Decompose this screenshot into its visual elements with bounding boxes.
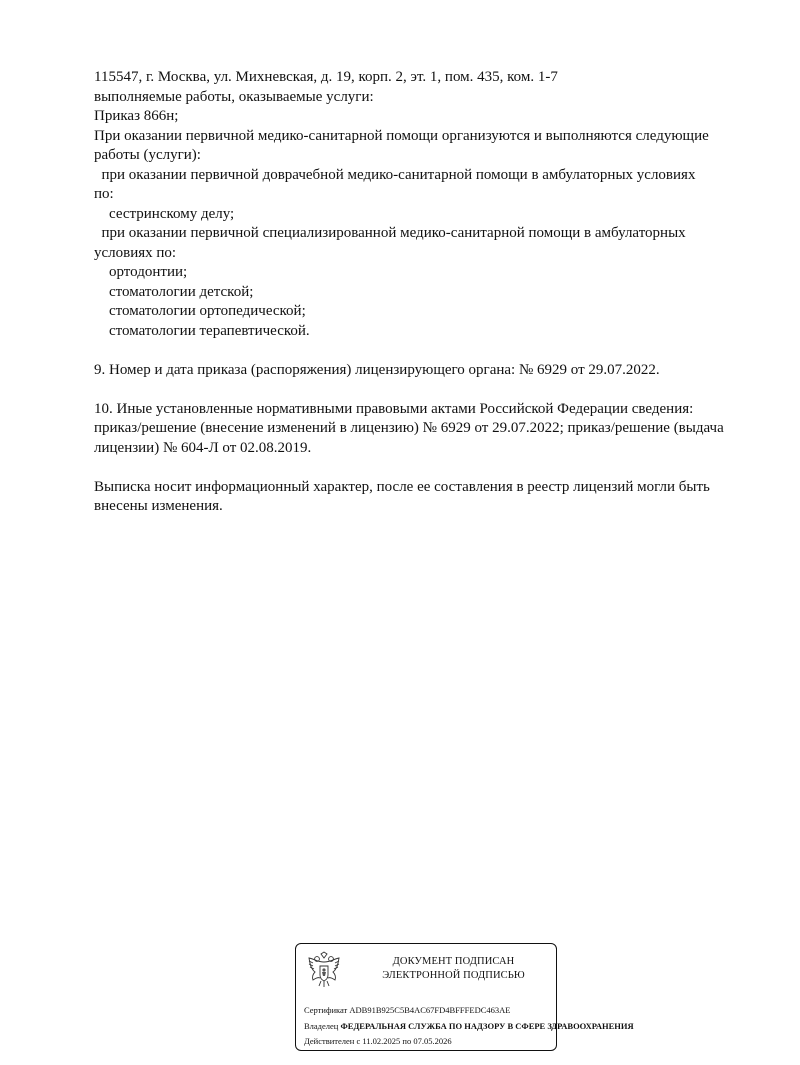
- owner-row: [304, 1019, 634, 1035]
- owner-label: Владелец: [304, 1020, 339, 1031]
- license-details: [94, 68, 774, 341]
- address-line: 115547, г. Москва, ул. Михневская, д. 19, корп. 2, эт. 1, пом. 435, ком. 1-7: [94, 69, 558, 85]
- owner-value: ФЕДЕРАЛЬНАЯ СЛУЖБА ПО НАДЗОРУ В СФЕРЕ ЗДРАВООХРАНЕНИЯ: [340, 1020, 634, 1031]
- prehospital-care-line-1: при оказании первичной доврачебной медико-санитарной помощи в амбулаторных условиях: [94, 166, 696, 183]
- item-10-line-1: 10. Иные установленные нормативными правовыми актами Российской Федерации сведения:: [94, 400, 694, 417]
- service-item-orthodontics: ортодонтии;: [94, 264, 188, 280]
- notice-line-1: Выписка носит информационный характер, после ее составления в реестр лицензий могли быть: [94, 478, 710, 495]
- document-body: [94, 68, 774, 517]
- coat-of-arms-icon: [304, 950, 344, 990]
- stamp-title: [356, 955, 551, 983]
- certificate-value: ADB91B925C5B4AC67FD4BFFFEDC463AE: [349, 1005, 511, 1015]
- service-item-therapeutic-dentistry: стоматологии терапевтической.: [94, 322, 310, 339]
- electronic-signature-stamp: [295, 943, 634, 1051]
- stamp-details: [304, 1003, 634, 1050]
- notice-line-2: внесены изменения.: [94, 498, 223, 514]
- item-9: [94, 361, 774, 381]
- item-10: [94, 400, 774, 459]
- validity-row: Действителен с 11.02.2025 по 07.05.2026: [304, 1036, 452, 1046]
- services-heading: выполняемые работы, оказываемые услуги:: [94, 88, 374, 105]
- service-item-pediatric-dentistry: стоматологии детской;: [94, 283, 254, 300]
- services-intro-line-2: работы (услуги):: [94, 147, 201, 163]
- item-9-text: 9. Номер и дата приказа (распоряжения) лицензирующего органа: № 6929 от 29.07.2022.: [94, 361, 660, 378]
- specialized-care-line-2: условиях по:: [94, 244, 177, 261]
- certificate-row: [304, 1003, 604, 1019]
- specialized-care-line-1: при оказании первичной специализированной медико-санитарной помощи в амбулаторных: [94, 225, 686, 241]
- service-item-nursing: сестринскому делу;: [94, 205, 235, 222]
- item-10-line-2: приказ/решение (внесение изменений в лицензию) № 6929 от 29.07.2022; приказ/решение (выдача: [94, 420, 724, 436]
- order-line: Приказ 866н;: [94, 108, 179, 124]
- certificate-label: Сертификат: [304, 1005, 348, 1015]
- item-10-line-3: лицензии) № 604-Л от 02.08.2019.: [94, 439, 312, 456]
- stamp-title-line-1: ДОКУМЕНТ ПОДПИСАН: [392, 956, 515, 967]
- stamp-title-line-2: ЭЛЕКТРОННОЙ ПОДПИСЬЮ: [382, 970, 525, 981]
- services-intro-line-1: При оказании первичной медико-санитарной помощи организуются и выполняются следующие: [94, 127, 709, 144]
- service-item-orthopedic-dentistry: стоматологии ортопедической;: [94, 303, 306, 319]
- prehospital-care-line-2: по:: [94, 186, 114, 202]
- notice: [94, 478, 774, 517]
